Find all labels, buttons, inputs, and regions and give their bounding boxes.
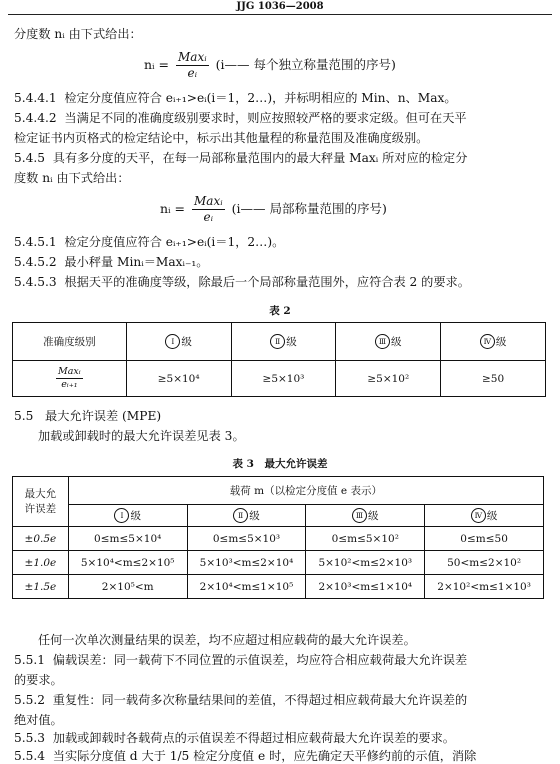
closing-line	[14, 748, 476, 764]
clause-text: 检定证书内页格式的检定结论中，标示出其他量程的称量范围及准确度级别。	[14, 131, 429, 145]
clause-text: 偏载误差：同一载荷下不同位置的示值误差，均应符合相应载荷最大允许误差	[52, 653, 468, 667]
table-cell: ≥5×10⁴	[126, 361, 231, 397]
load-header: 载荷 m（以检定分度值 e 表示）	[68, 477, 543, 505]
closing-line	[14, 692, 467, 708]
formula-1-numerator: Maxᵢ	[178, 50, 207, 64]
clause-number: 5.4.5.3	[14, 275, 57, 289]
class-circle-icon: Ⅳ	[471, 508, 486, 523]
formula-1	[144, 50, 396, 81]
clause-line	[14, 274, 470, 290]
section-heading	[14, 408, 161, 424]
clause-number: 5.4.4.2	[14, 111, 57, 125]
mpe-cell: ±1.5e	[13, 575, 69, 599]
clause-text: 加载或卸载时各载荷点的示值误差不得超过相应载荷最大允许误差的要求。	[52, 731, 455, 745]
table-row	[13, 361, 546, 397]
clause-line	[14, 90, 457, 106]
clause-number: 5.5.1	[14, 653, 46, 667]
class-circle-icon: Ⅲ	[375, 334, 390, 349]
clause-text: 任何一次单次测量结果的误差，均不应超过相应载荷的最大允许误差。	[38, 633, 416, 647]
clause-number: 5.4.5.2	[14, 255, 57, 269]
formula-2-lhs: nᵢ =	[160, 201, 186, 216]
clause-number: 5.5.4	[14, 749, 46, 763]
clause-text: 根据天平的准确度等级，除最后一个局部称量范围外，应符合表 2 的要求。	[64, 275, 470, 289]
table-cell: 2×10²<m≤1×10³	[425, 575, 544, 599]
formula-1-denominator: eᵢ	[187, 66, 198, 80]
table-cell: ≥5×10²	[336, 361, 441, 397]
table-row	[13, 551, 544, 575]
section-number: 5.5	[14, 409, 34, 423]
clause-text: 当实际分度值 d 大于 1/5 检定分度值 e 时，应先确定天平修约前的示值，消除	[52, 749, 477, 763]
table-3	[12, 476, 544, 599]
closing-line	[14, 730, 455, 746]
class-circle-icon: Ⅱ	[270, 334, 285, 349]
running-header: JJG 1036—2008	[236, 1, 324, 12]
table-cell: 2×10⁴<m≤1×10⁵	[187, 575, 306, 599]
class-suffix: 级	[249, 509, 260, 522]
class-circle-icon: Ⅰ	[114, 508, 129, 523]
clause-line	[14, 254, 208, 270]
class-suffix: 级	[286, 335, 297, 348]
table-row	[13, 575, 544, 599]
clause-number: 5.4.5.1	[14, 235, 57, 249]
class-circle-icon: Ⅱ	[233, 508, 248, 523]
class-header	[68, 505, 187, 527]
clause-text: 具有多分度的天平，在每一局部称量范围内的最大秤量 Maxᵢ 所对应的检定分	[52, 151, 468, 165]
clause-text: 检定分度值应符合 eᵢ₊₁>eᵢ(i＝1，2…)。	[64, 235, 285, 249]
table-cell: 5×10³<m≤2×10⁴	[187, 551, 306, 575]
clause-text: 绝对值。	[14, 713, 63, 727]
clause-line	[14, 130, 428, 146]
section-line: 加载或卸载时的最大允许误差见表 3。	[38, 429, 245, 443]
class-header	[126, 323, 231, 361]
class-suffix: 级	[486, 509, 498, 522]
class-suffix: 级	[368, 509, 379, 522]
clause-line	[14, 150, 467, 166]
class-header	[306, 505, 425, 527]
class-header	[425, 505, 544, 527]
ratio-numerator: Maxᵢ	[58, 366, 81, 377]
clause-text: 当满足不同的准确度级别要求时，则应按照较严格的要求定级。但可在天平	[64, 111, 467, 125]
clause-number: 5.5.2	[14, 693, 46, 707]
section-title: 最大允许误差 (MPE)	[45, 409, 162, 423]
table-cell: 0≤m≤5×10⁴	[68, 527, 187, 551]
table-cell: ≥50	[441, 361, 546, 397]
ratio-denominator: eᵢ₊₁	[61, 379, 78, 390]
closing-line	[14, 652, 467, 668]
class-header	[231, 323, 336, 361]
formula-2	[160, 194, 387, 225]
class-suffix: 级	[181, 335, 192, 348]
clause-number: 5.4.5	[14, 151, 46, 165]
closing-line	[14, 712, 63, 728]
table-2	[12, 322, 546, 397]
class-header	[187, 505, 306, 527]
table-row	[13, 527, 544, 551]
ratio-fraction	[56, 366, 83, 391]
header-rule	[8, 14, 552, 15]
table-2-caption: 表 2	[269, 305, 291, 317]
formula-1-rhs: (i—— 每个独立称量范围的序号)	[215, 57, 396, 72]
clause-text: 重复性：同一载荷多次称量结果间的差值，不得超过相应载荷最大允许误差的	[52, 693, 468, 707]
closing-line	[14, 672, 63, 688]
table-cell: 5×10²<m≤2×10³	[306, 551, 425, 575]
class-header	[336, 323, 441, 361]
class-circle-icon: Ⅰ	[165, 334, 180, 349]
closing-line	[38, 632, 416, 648]
formula-1-fraction	[176, 50, 209, 81]
class-suffix: 级	[391, 335, 402, 348]
clause-line	[14, 110, 467, 126]
table-cell: 0≤m≤5×10³	[187, 527, 306, 551]
clause-text: 的要求。	[14, 673, 63, 687]
class-circle-icon: Ⅳ	[480, 334, 495, 349]
ratio-label	[13, 361, 127, 397]
clause-number: 5.5.3	[14, 731, 46, 745]
table-2-header-label: 准确度级别	[13, 323, 127, 361]
class-header	[441, 323, 546, 361]
formula-2-rhs: (i—— 局部称量范围的序号)	[231, 201, 387, 216]
table-row	[13, 323, 546, 361]
table-cell: 2×10⁵<m	[68, 575, 187, 599]
class-suffix: 级	[495, 335, 507, 348]
mpe-cell: ±1.0e	[13, 551, 69, 575]
clause-text: 度数 nᵢ 由下式给出：	[14, 171, 130, 185]
clause-number: 5.4.4.1	[14, 91, 57, 105]
class-circle-icon: Ⅲ	[352, 508, 367, 523]
clause-line	[14, 234, 284, 250]
formula-2-numerator: Maxᵢ	[194, 194, 223, 208]
table-3-caption: 表 3 最大允许误差	[232, 458, 328, 470]
clause-text: 检定分度值应符合 eᵢ₊₁>eᵢ(i＝1，2…)，并标明相应的 Min、n、Max。	[64, 91, 457, 105]
para-intro: 分度数 nᵢ 由下式给出：	[14, 27, 142, 41]
mpe-cell: ±0.5e	[13, 527, 69, 551]
table-cell: 0≤m≤50	[425, 527, 544, 551]
clause-line	[14, 170, 130, 186]
mpe-header: 最大允许误差	[13, 477, 69, 527]
table-row	[13, 477, 544, 505]
table-cell: 0≤m≤5×10²	[306, 527, 425, 551]
formula-2-denominator: eᵢ	[203, 210, 214, 224]
formula-2-fraction	[192, 194, 225, 225]
formula-1-lhs: nᵢ =	[144, 57, 170, 72]
table-cell: 2×10³<m≤1×10⁴	[306, 575, 425, 599]
table-cell: 5×10⁴<m≤2×10⁵	[68, 551, 187, 575]
class-suffix: 级	[130, 509, 141, 522]
clause-text: 最小秤量 Minᵢ＝Maxᵢ₋₁。	[64, 255, 209, 269]
table-row	[13, 505, 544, 527]
table-cell: ≥5×10³	[231, 361, 336, 397]
table-cell: 50<m≤2×10²	[425, 551, 544, 575]
